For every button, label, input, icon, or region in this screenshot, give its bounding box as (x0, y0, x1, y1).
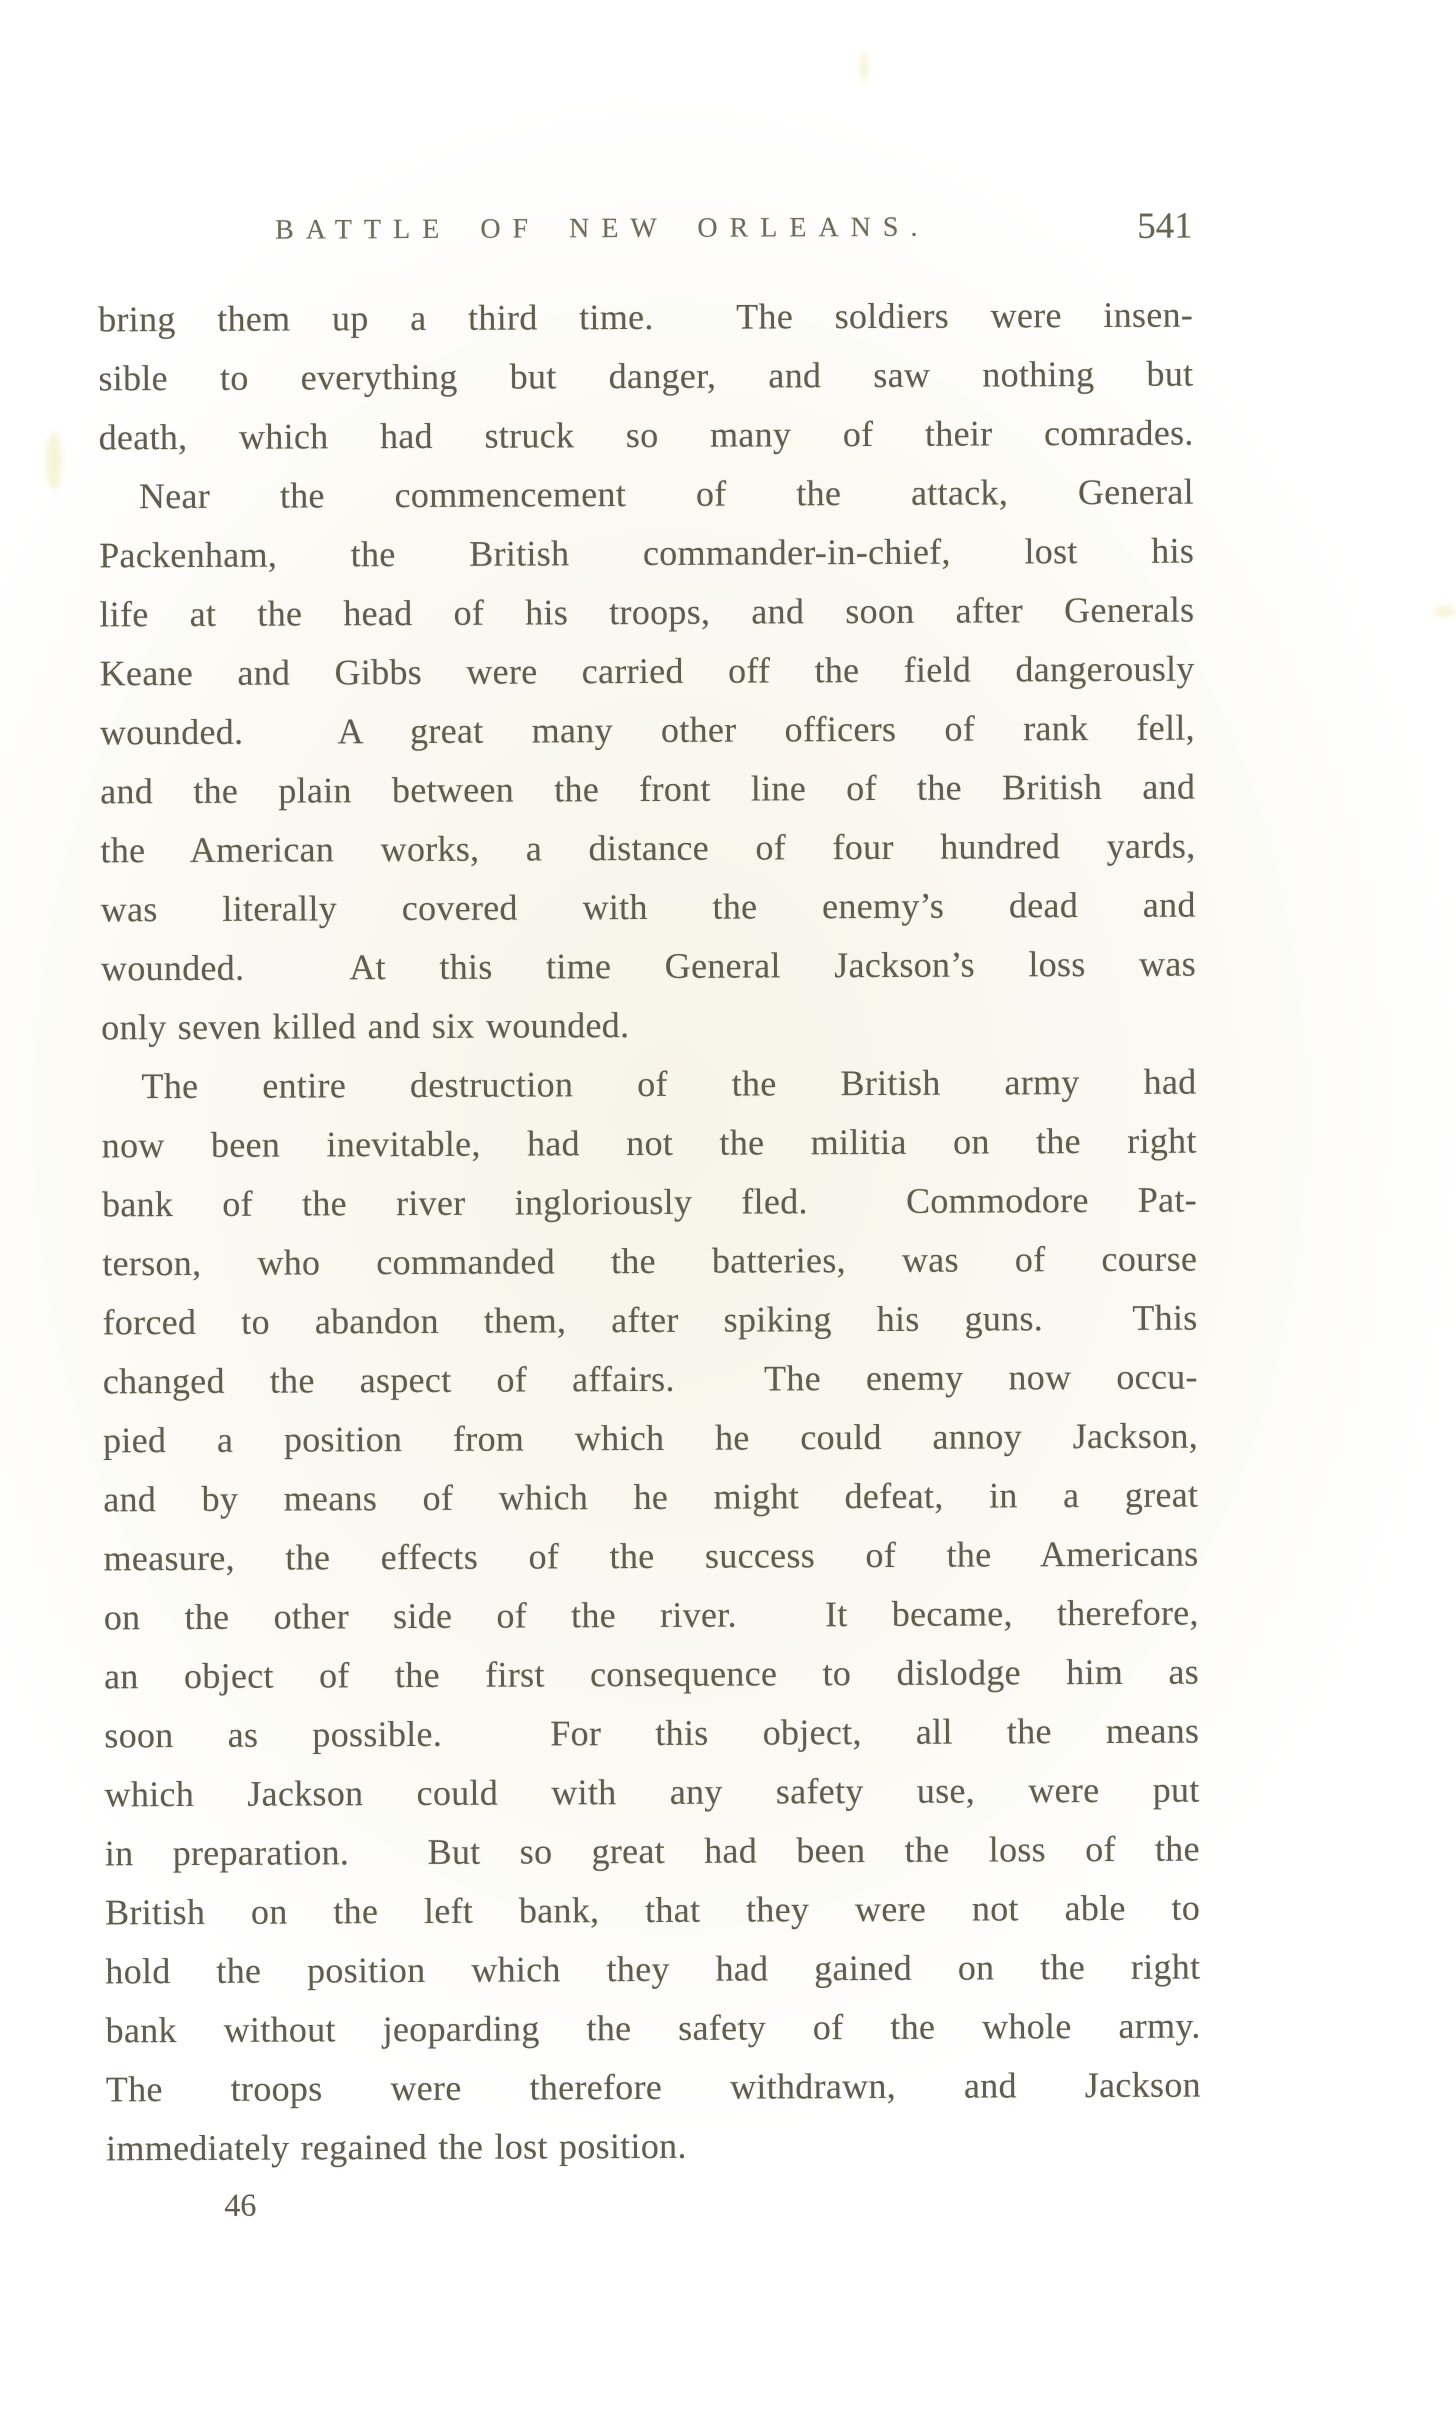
text-line: and by means of which he might defeat, in a great (103, 1474, 1199, 1520)
text-line: death, which had struck so many of their comrades. (98, 412, 1194, 458)
text-line: on the other side of the river. It became, therefore, (103, 1592, 1199, 1638)
text-line: changed the aspect of affairs. The enemy now occu- (102, 1356, 1198, 1402)
text-line: Near the commencement of the attack, General (138, 471, 1195, 517)
text-line: bring them up a third time. The soldiers were insen- (98, 294, 1194, 340)
running-title: BATTLE OF NEW ORLEANS. (275, 211, 930, 246)
text-line: the American works, a distance of four hundred yards, (100, 825, 1196, 871)
text-line: The troops were therefore withdrawn, and Jackson (105, 2064, 1201, 2110)
text-line: wounded. At this time General Jackson’s loss was (100, 943, 1197, 989)
text-line: bank without jeoparding the safety of the whole army. (105, 2005, 1201, 2051)
text-line: British on the left bank, that they were not able to (105, 1887, 1201, 1933)
text-line: was literally covered with the enemy’s dead and (100, 884, 1196, 930)
text-line: Packenham, the British commander-in-chief, lost his (99, 530, 1195, 576)
text-line: now been inevitable, had not the militia on the right (101, 1120, 1197, 1166)
body-text (98, 286, 1201, 2226)
text-line: only seven killed and six wounded. (101, 1005, 630, 1048)
text-line: soon as possible. For this object, all the means (104, 1710, 1200, 1756)
signature-mark: 46 (224, 2186, 257, 2223)
text-line: The entire destruction of the British army had (141, 1061, 1197, 1107)
text-line: measure, the effects of the success of the Americans (103, 1533, 1199, 1579)
text-line: and the plain between the front line of the British and (100, 766, 1196, 812)
text-line: immediately regained the lost position. (106, 2125, 687, 2169)
text-line: an object of the first consequence to dislodge him as (103, 1651, 1200, 1697)
text-line: in preparation. But so great had been the loss of the (104, 1828, 1200, 1874)
text-line: life at the head of his troops, and soon after Generals (99, 589, 1195, 635)
text-line: wounded. A great many other officers of rank fell, (99, 707, 1196, 753)
text-line: pied a position from which he could annoy Jackson, (102, 1415, 1199, 1461)
text-line: terson, who commanded the batteries, was of course (102, 1238, 1198, 1284)
text-line: Keane and Gibbs were carried off the field dangerously (99, 648, 1195, 694)
text-line: which Jackson could with any safety use, were put (104, 1769, 1200, 1815)
page-number: 541 (1137, 205, 1193, 247)
text-line: bank of the river ingloriously fled. Commodore Pat- (101, 1179, 1198, 1225)
running-header (98, 205, 1193, 258)
text-line: sible to everything but danger, and saw nothing but (98, 353, 1194, 399)
text-line: hold the position which they had gained on the right (105, 1946, 1201, 1992)
text-line: forced to abandon them, after spiking his guns. This (102, 1297, 1198, 1343)
